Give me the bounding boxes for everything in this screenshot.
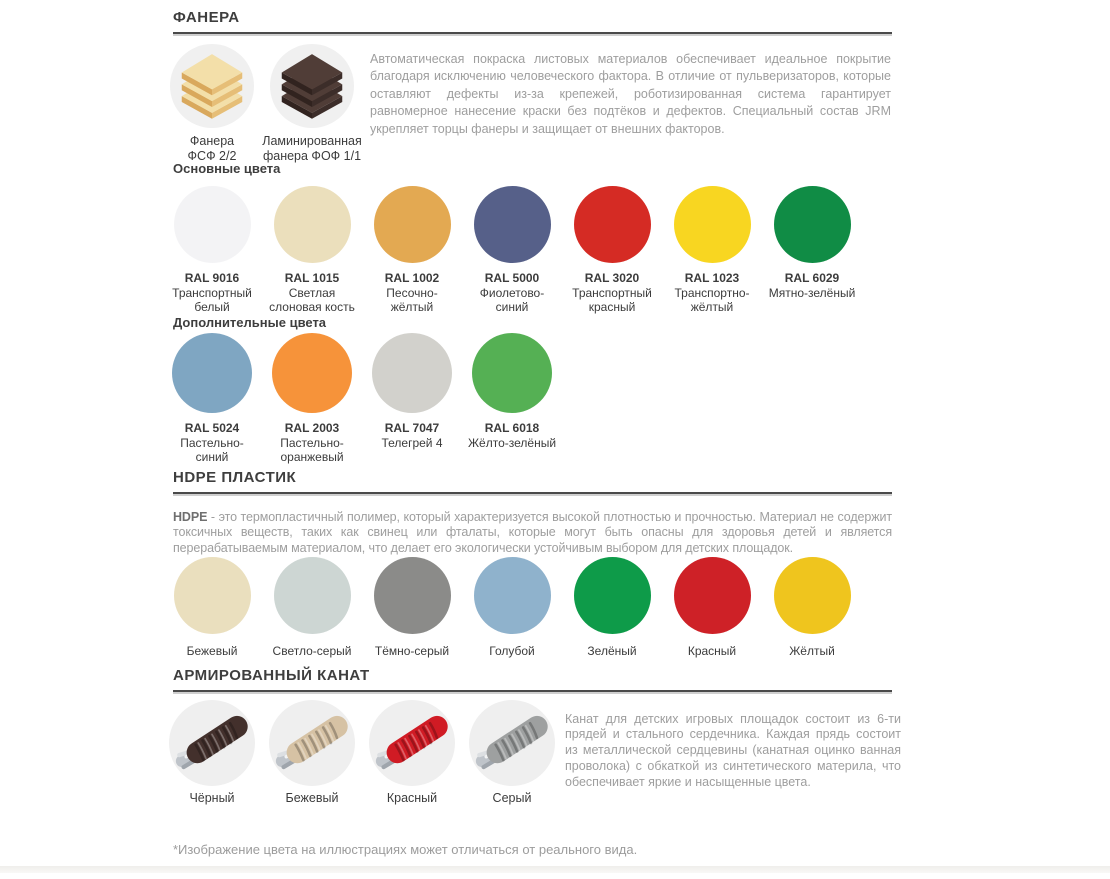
color-swatch <box>262 557 362 659</box>
color-circle <box>374 557 451 634</box>
rope-sample <box>262 700 362 805</box>
color-circle <box>374 186 451 263</box>
material-caption <box>262 134 362 164</box>
rope-color-name: Серый <box>492 791 532 805</box>
color-code: RAL 1023 <box>684 271 740 285</box>
section-rule <box>173 32 892 34</box>
rope-image <box>269 700 355 786</box>
color-code: RAL 5000 <box>484 271 540 285</box>
color-name: Жёлтый <box>789 644 835 658</box>
rope-color-name: Чёрный <box>189 791 235 805</box>
plywood-stack-icon <box>170 44 254 128</box>
color-name: Пастельно-синий <box>180 435 244 464</box>
color-name: Телегрей 4 <box>381 435 443 450</box>
color-swatch <box>462 186 562 315</box>
rope-color-name: Бежевый <box>285 791 339 805</box>
color-swatch <box>762 557 862 659</box>
color-code: RAL 2003 <box>284 421 340 435</box>
color-code: RAL 7047 <box>384 421 440 435</box>
plywood-materials-row <box>162 44 362 164</box>
color-circle <box>372 333 452 413</box>
color-swatch <box>162 333 262 465</box>
color-circle <box>472 333 552 413</box>
main-colors-label: Основные цвета <box>173 161 281 176</box>
color-name: Транспортно-жёлтый <box>674 285 750 314</box>
color-swatch <box>162 557 262 659</box>
main-colors-row <box>162 186 862 315</box>
color-circle <box>774 186 851 263</box>
material-caption-line1: Фанера <box>189 134 235 148</box>
color-name: Транспортный красный <box>572 285 652 314</box>
color-name: Тёмно-серый <box>374 644 450 658</box>
plywood-material <box>162 44 262 164</box>
color-swatch <box>462 333 562 465</box>
color-swatch <box>462 557 562 659</box>
footnote: *Изображение цвета на иллюстрациях может отличаться от реального вида. <box>173 842 638 857</box>
rope-colors-row <box>162 700 562 805</box>
rope-sample <box>362 700 462 805</box>
plywood-description: Автоматическая покраска листовых материалов обеспечивает идеальное покрытие благодаря исключению человеческого фактора. В отличие от пульверизаторов, которые оставляют дефекты из-за крепежей, роботизированная система гарантирует равномерное нанесение краски без подтёков и дефектов. Специальный состав JRM укрепляет торцы фанеры и защищает от внешних факторов. <box>370 51 891 136</box>
rope-description: Канат для детских игровых площадок состоит из 6-ти прядей и стального сердечника. Каждая прядь состоит из металлической сердцевины (канатная оцинко ванная проволока) с обкаткой из синтетического материла, что обеспечивает яркие и насыщенные цвета. <box>565 711 901 789</box>
section-title-plywood: ФАНЕРА <box>173 9 240 26</box>
color-circle <box>274 186 351 263</box>
color-swatch <box>262 333 362 465</box>
section-header-hdpe <box>173 469 892 494</box>
color-circle <box>272 333 352 413</box>
material-caption-line2: фанера ФОФ 1/1 <box>262 149 362 163</box>
color-circle <box>774 557 851 634</box>
section-rule <box>173 690 892 692</box>
bottom-page-edge <box>0 866 1110 873</box>
color-code: RAL 6029 <box>784 271 840 285</box>
hdpe-description-rest: - это термопластичный полимер, который характеризуется высокой плотностью и прочностью. Материал не содержит токсичных веществ, таких как свинец или фталаты, которые могут быть опасны для здоровья детей и является перерабатываемым материалом, что делает его экологически устойчивым выбором для детских площадок. <box>173 509 892 555</box>
rope-color-name: Красный <box>386 791 438 805</box>
color-name: Песочно-жёлтый <box>386 285 438 314</box>
color-code: RAL 5024 <box>184 421 240 435</box>
color-circle <box>274 557 351 634</box>
rope-image <box>369 700 455 786</box>
rope-sample <box>462 700 562 805</box>
plywood-material <box>262 44 362 164</box>
color-name: Зелёный <box>587 644 637 658</box>
color-code: RAL 3020 <box>584 271 640 285</box>
color-swatch <box>162 186 262 315</box>
color-name: Красный <box>687 644 737 658</box>
color-swatch <box>762 186 862 315</box>
color-swatch <box>562 557 662 659</box>
color-name: Транспортный белый <box>172 285 252 314</box>
rope-image <box>169 700 255 786</box>
color-swatch <box>362 333 462 465</box>
rope-image <box>469 700 555 786</box>
hdpe-description <box>173 510 892 557</box>
color-circle <box>674 186 751 263</box>
color-swatch <box>662 557 762 659</box>
color-code: RAL 1015 <box>284 271 340 285</box>
color-swatch <box>362 186 462 315</box>
color-code: RAL 9016 <box>184 271 240 285</box>
color-swatch <box>262 186 362 315</box>
color-code: RAL 1002 <box>384 271 440 285</box>
plywood-stack-icon <box>270 44 354 128</box>
color-name: Мятно-зелёный <box>768 285 856 300</box>
color-circle <box>174 557 251 634</box>
hdpe-description-lead: HDPE <box>173 509 208 524</box>
section-rule <box>173 492 892 494</box>
color-name: Светло-серый <box>272 644 352 658</box>
color-circle <box>474 186 551 263</box>
color-swatch <box>562 186 662 315</box>
color-swatch <box>662 186 762 315</box>
additional-colors-label: Дополнительные цвета <box>173 315 327 330</box>
color-name: Голубой <box>489 644 535 658</box>
section-header-plywood <box>173 9 892 34</box>
color-circle <box>674 557 751 634</box>
color-name: Светлая слоновая кость <box>269 285 355 314</box>
additional-colors-row <box>162 333 562 465</box>
color-name: Бежевый <box>186 644 238 658</box>
color-circle <box>474 557 551 634</box>
color-swatch <box>362 557 462 659</box>
color-circle <box>574 557 651 634</box>
material-caption-line1: Ламинированная <box>262 134 362 148</box>
rope-sample <box>162 700 262 805</box>
color-circle <box>172 333 252 413</box>
section-header-rope <box>173 667 892 692</box>
section-title-hdpe: HDPE ПЛАСТИК <box>173 469 297 486</box>
material-caption-line2: ФСФ 2/2 <box>187 149 237 163</box>
color-circle <box>574 186 651 263</box>
color-circle <box>174 186 251 263</box>
hdpe-colors-row <box>162 557 862 659</box>
section-title-rope: АРМИРОВАННЫЙ КАНАТ <box>173 667 370 684</box>
color-name: Фиолетово-синий <box>479 285 545 314</box>
color-name: Жёлто-зелёный <box>467 435 557 450</box>
material-caption <box>162 134 262 164</box>
color-name: Пастельно-оранжевый <box>280 435 344 464</box>
color-code: RAL 6018 <box>484 421 540 435</box>
